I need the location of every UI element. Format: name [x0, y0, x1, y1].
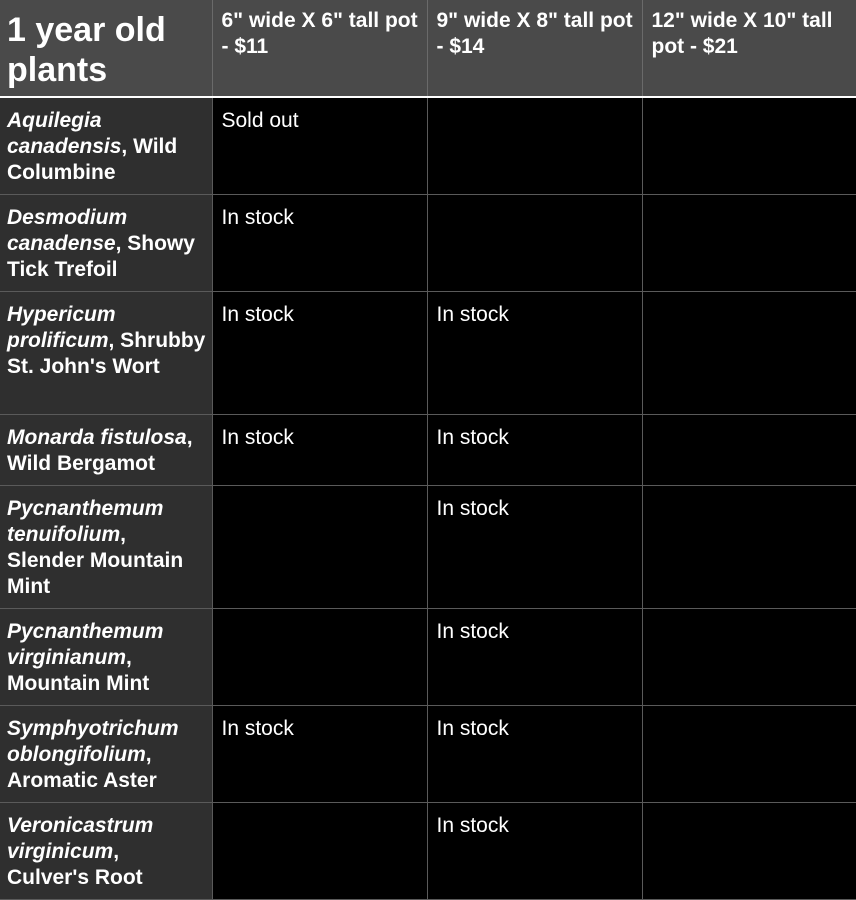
stock-cell-6in: Sold out: [212, 97, 427, 195]
stock-cell-6in: In stock: [212, 195, 427, 292]
plant-name: [0, 195, 212, 292]
stock-cell-9in: In stock: [427, 706, 642, 803]
common-name: , Shrubby St. John's Wort: [7, 329, 206, 378]
stock-cell-12in: [642, 486, 856, 609]
corner-header: 1 year old plants: [0, 0, 212, 97]
stock-cell-6in: In stock: [212, 292, 427, 415]
plant-name: [0, 486, 212, 609]
table-row: [0, 415, 856, 486]
common-name: , Aromatic Aster: [7, 743, 157, 792]
stock-cell-9in: In stock: [427, 803, 642, 900]
stock-cell-12in: [642, 803, 856, 900]
scientific-name: Symphyotrichum oblongifolium: [7, 717, 179, 766]
stock-cell-6in: [212, 803, 427, 900]
column-header-12in-pot: 12" wide X 10" tall pot - $21: [642, 0, 856, 97]
stock-cell-6in: [212, 609, 427, 706]
common-name: , Culver's Root: [7, 840, 143, 889]
plant-name: [0, 803, 212, 900]
common-name: , Showy Tick Trefoil: [7, 232, 195, 281]
scientific-name: Veronicastrum virginicum: [7, 814, 154, 863]
stock-cell-9in: In stock: [427, 415, 642, 486]
stock-cell-9in: [427, 195, 642, 292]
table-row: [0, 609, 856, 706]
stock-cell-6in: In stock: [212, 415, 427, 486]
scientific-name: Hypericum prolificum: [7, 303, 116, 352]
table-row: [0, 97, 856, 195]
plant-name: [0, 97, 212, 195]
scientific-name: Pycnanthemum tenuifolium: [7, 497, 164, 546]
common-name: , Wild Bergamot: [7, 426, 193, 475]
table-row: [0, 706, 856, 803]
stock-cell-6in: [212, 486, 427, 609]
table-row: [0, 292, 856, 415]
stock-cell-12in: [642, 706, 856, 803]
stock-cell-9in: In stock: [427, 292, 642, 415]
common-name: , Mountain Mint: [7, 646, 150, 695]
stock-cell-9in: In stock: [427, 486, 642, 609]
stock-cell-9in: [427, 97, 642, 195]
scientific-name: Monarda fistulosa: [7, 426, 187, 449]
common-name: , Slender Mountain Mint: [7, 523, 184, 598]
stock-cell-12in: [642, 195, 856, 292]
scientific-name: Desmodium canadense: [7, 206, 128, 255]
plant-name: [0, 609, 212, 706]
plant-name: [0, 415, 212, 486]
stock-cell-12in: [642, 97, 856, 195]
stock-cell-9in: In stock: [427, 609, 642, 706]
stock-cell-6in: In stock: [212, 706, 427, 803]
plant-name: [0, 292, 212, 415]
table-row: [0, 486, 856, 609]
column-header-9in-pot: 9" wide X 8" tall pot - $14: [427, 0, 642, 97]
scientific-name: Aquilegia canadensis: [7, 109, 122, 158]
stock-cell-12in: [642, 292, 856, 415]
stock-cell-12in: [642, 415, 856, 486]
table-row: [0, 195, 856, 292]
table-row: [0, 803, 856, 900]
plant-name: [0, 706, 212, 803]
column-header-6in-pot: 6" wide X 6" tall pot - $11: [212, 0, 427, 97]
scientific-name: Pycnanthemum virginianum: [7, 620, 164, 669]
common-name: , Wild Columbine: [7, 135, 178, 184]
header-row: [0, 0, 856, 97]
stock-cell-12in: [642, 609, 856, 706]
